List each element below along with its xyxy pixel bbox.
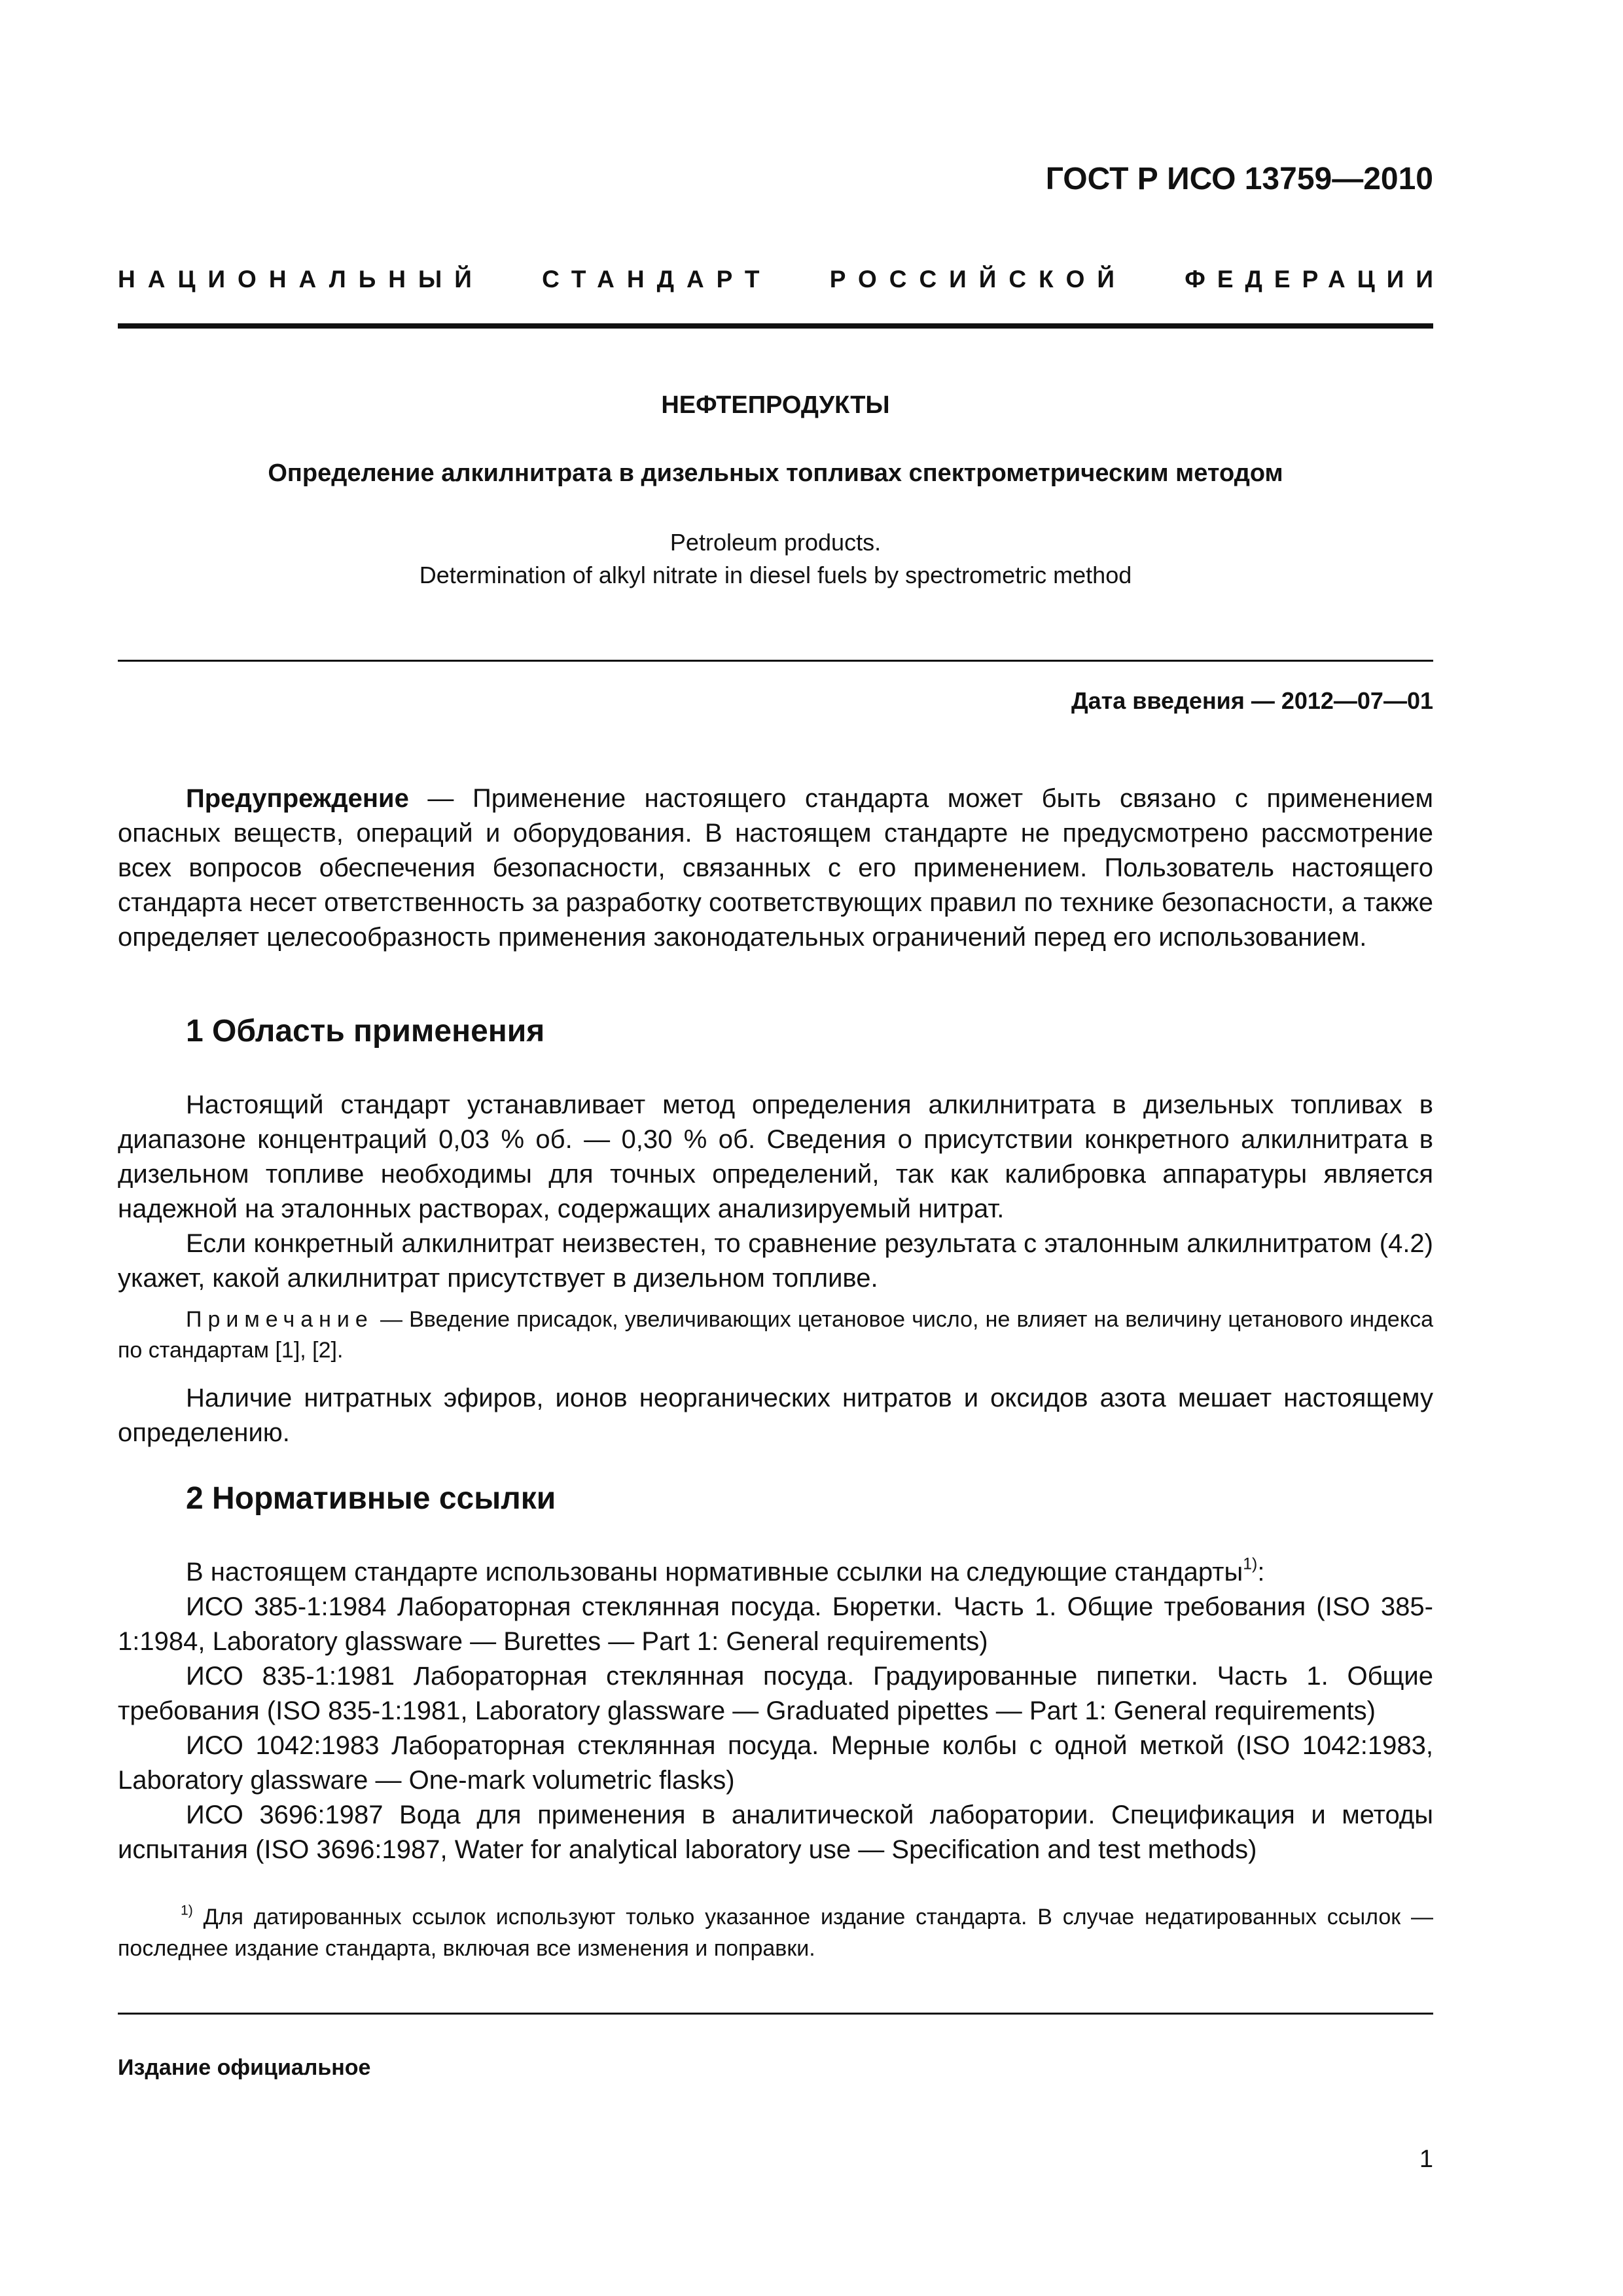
reference-item: ИСО 385-1:1984 Лабораторная стеклянная посуда. Бюретки. Часть 1. Общие требования (ISO 385-1:1984, Laboratory glassware — Burettes — Part 1: General requirements) bbox=[118, 1592, 1433, 1656]
note-label: Примечание bbox=[186, 1307, 374, 1332]
header-divider bbox=[118, 323, 1433, 329]
english-title-line-2: Determination of alkyl nitrate in diesel fuels by spectrometric method bbox=[419, 562, 1132, 588]
document-title: НЕФТЕПРОДУКТЫ bbox=[661, 391, 890, 419]
reference-item: ИСО 3696:1987 Вода для применения в аналитической лаборатории. Спецификация и методы испытания (ISO 3696:1987, Water for analytical laboratory use — Specification and test methods) bbox=[118, 1801, 1433, 1864]
note-text: — Введение присадок, увеличивающих цетановое число, не влияет на величину цетанового индекса по стандартам [1], [2]. bbox=[118, 1307, 1433, 1363]
section-1-paragraph-1: Настоящий стандарт устанавливает метод определения алкилнитрата в дизельных топливах в диапазоне концентраций 0,03 % об. — 0,30 % об. Сведения о присутствии конкретного алкилнитрата в дизельном топливе необходимы для точных определений, так как калибровка аппаратуры является надежной на эталонных растворах, содержащих анализируемый нитрат. bbox=[118, 1090, 1433, 1223]
document-number: ГОСТ Р ИСО 13759—2010 bbox=[1045, 162, 1433, 196]
warning-text: — Применение настоящего стандарта может быть связано с применением опасных веществ, операций и оборудования. В настоящем стандарте не предусмотрено рассмотрение всех вопросов обеспечения безопасности, связанных с его применением. Пользователь настоящего стандарта несет ответственность за разработку соответствующих правил по технике безопасности, а также определяет целесообразность применения законодательных ограничений перед его использованием. bbox=[118, 784, 1433, 952]
footnote-text: Для датированных ссылок используют только указанное издание стандарта. В случае недатированных ссылок — последнее издание стандарта, включая все изменения и поправки. bbox=[118, 1905, 1433, 1961]
reference-item: ИСО 1042:1983 Лабораторная стеклянная посуда. Мерные колбы с одной меткой (ISO 1042:1983, Laboratory glassware — One-mark volumetric flasks) bbox=[118, 1731, 1433, 1795]
introduction-date: Дата введения — 2012—07—01 bbox=[1071, 687, 1433, 714]
footnote-marker: 1) bbox=[181, 1903, 193, 1918]
section-1-paragraph-2: Если конкретный алкилнитрат неизвестен, то сравнение результата с эталонным алкилнитратом (4.2) укажет, какой алкилнитрат присутствует в дизельном топливе. bbox=[118, 1229, 1433, 1293]
reference-item: ИСО 835-1:1981 Лабораторная стеклянная посуда. Градуированные пипетки. Часть 1. Общие требования (ISO 835-1:1981, Laboratory glassware — Graduated pipettes — Part 1: General requirements) bbox=[118, 1662, 1433, 1725]
title-divider bbox=[118, 660, 1433, 662]
footnote-reference: 1) bbox=[1243, 1555, 1258, 1573]
section-2-heading: 2 Нормативные ссылки bbox=[186, 1481, 556, 1516]
section-1-paragraph-3: Наличие нитратных эфиров, ионов неорганических нитратов и оксидов азота мешает настоящему определению. bbox=[118, 1384, 1433, 1447]
english-title-line-1: Petroleum products. bbox=[669, 529, 882, 556]
section-1-heading: 1 Область применения bbox=[186, 1014, 545, 1049]
official-edition-label: Издание официальное bbox=[118, 2055, 371, 2080]
footnote bbox=[118, 1901, 1433, 1964]
national-standard-banner bbox=[118, 266, 1445, 293]
banner-word: РОССИЙСКОЙ bbox=[829, 266, 1128, 293]
section-2-intro: В настоящем стандарте использованы нормативные ссылки на следующие стандарты$^{1)}$: bbox=[186, 1555, 1265, 1587]
document-subtitle: Определение алкилнитрата в дизельных топливах спектрометрическим методом bbox=[268, 459, 1283, 487]
banner-word: НАЦИОНАЛЬНЫЙ bbox=[118, 266, 484, 293]
section-1-note bbox=[118, 1304, 1433, 1366]
page-number: 1 bbox=[1419, 2145, 1433, 2173]
warning-paragraph bbox=[118, 781, 1433, 955]
footer-divider bbox=[118, 2013, 1433, 2015]
banner-word: ФЕДЕРАЦИИ bbox=[1185, 266, 1445, 293]
warning-label: Предупреждение bbox=[186, 784, 409, 813]
banner-word: СТАНДАРТ bbox=[542, 266, 772, 293]
